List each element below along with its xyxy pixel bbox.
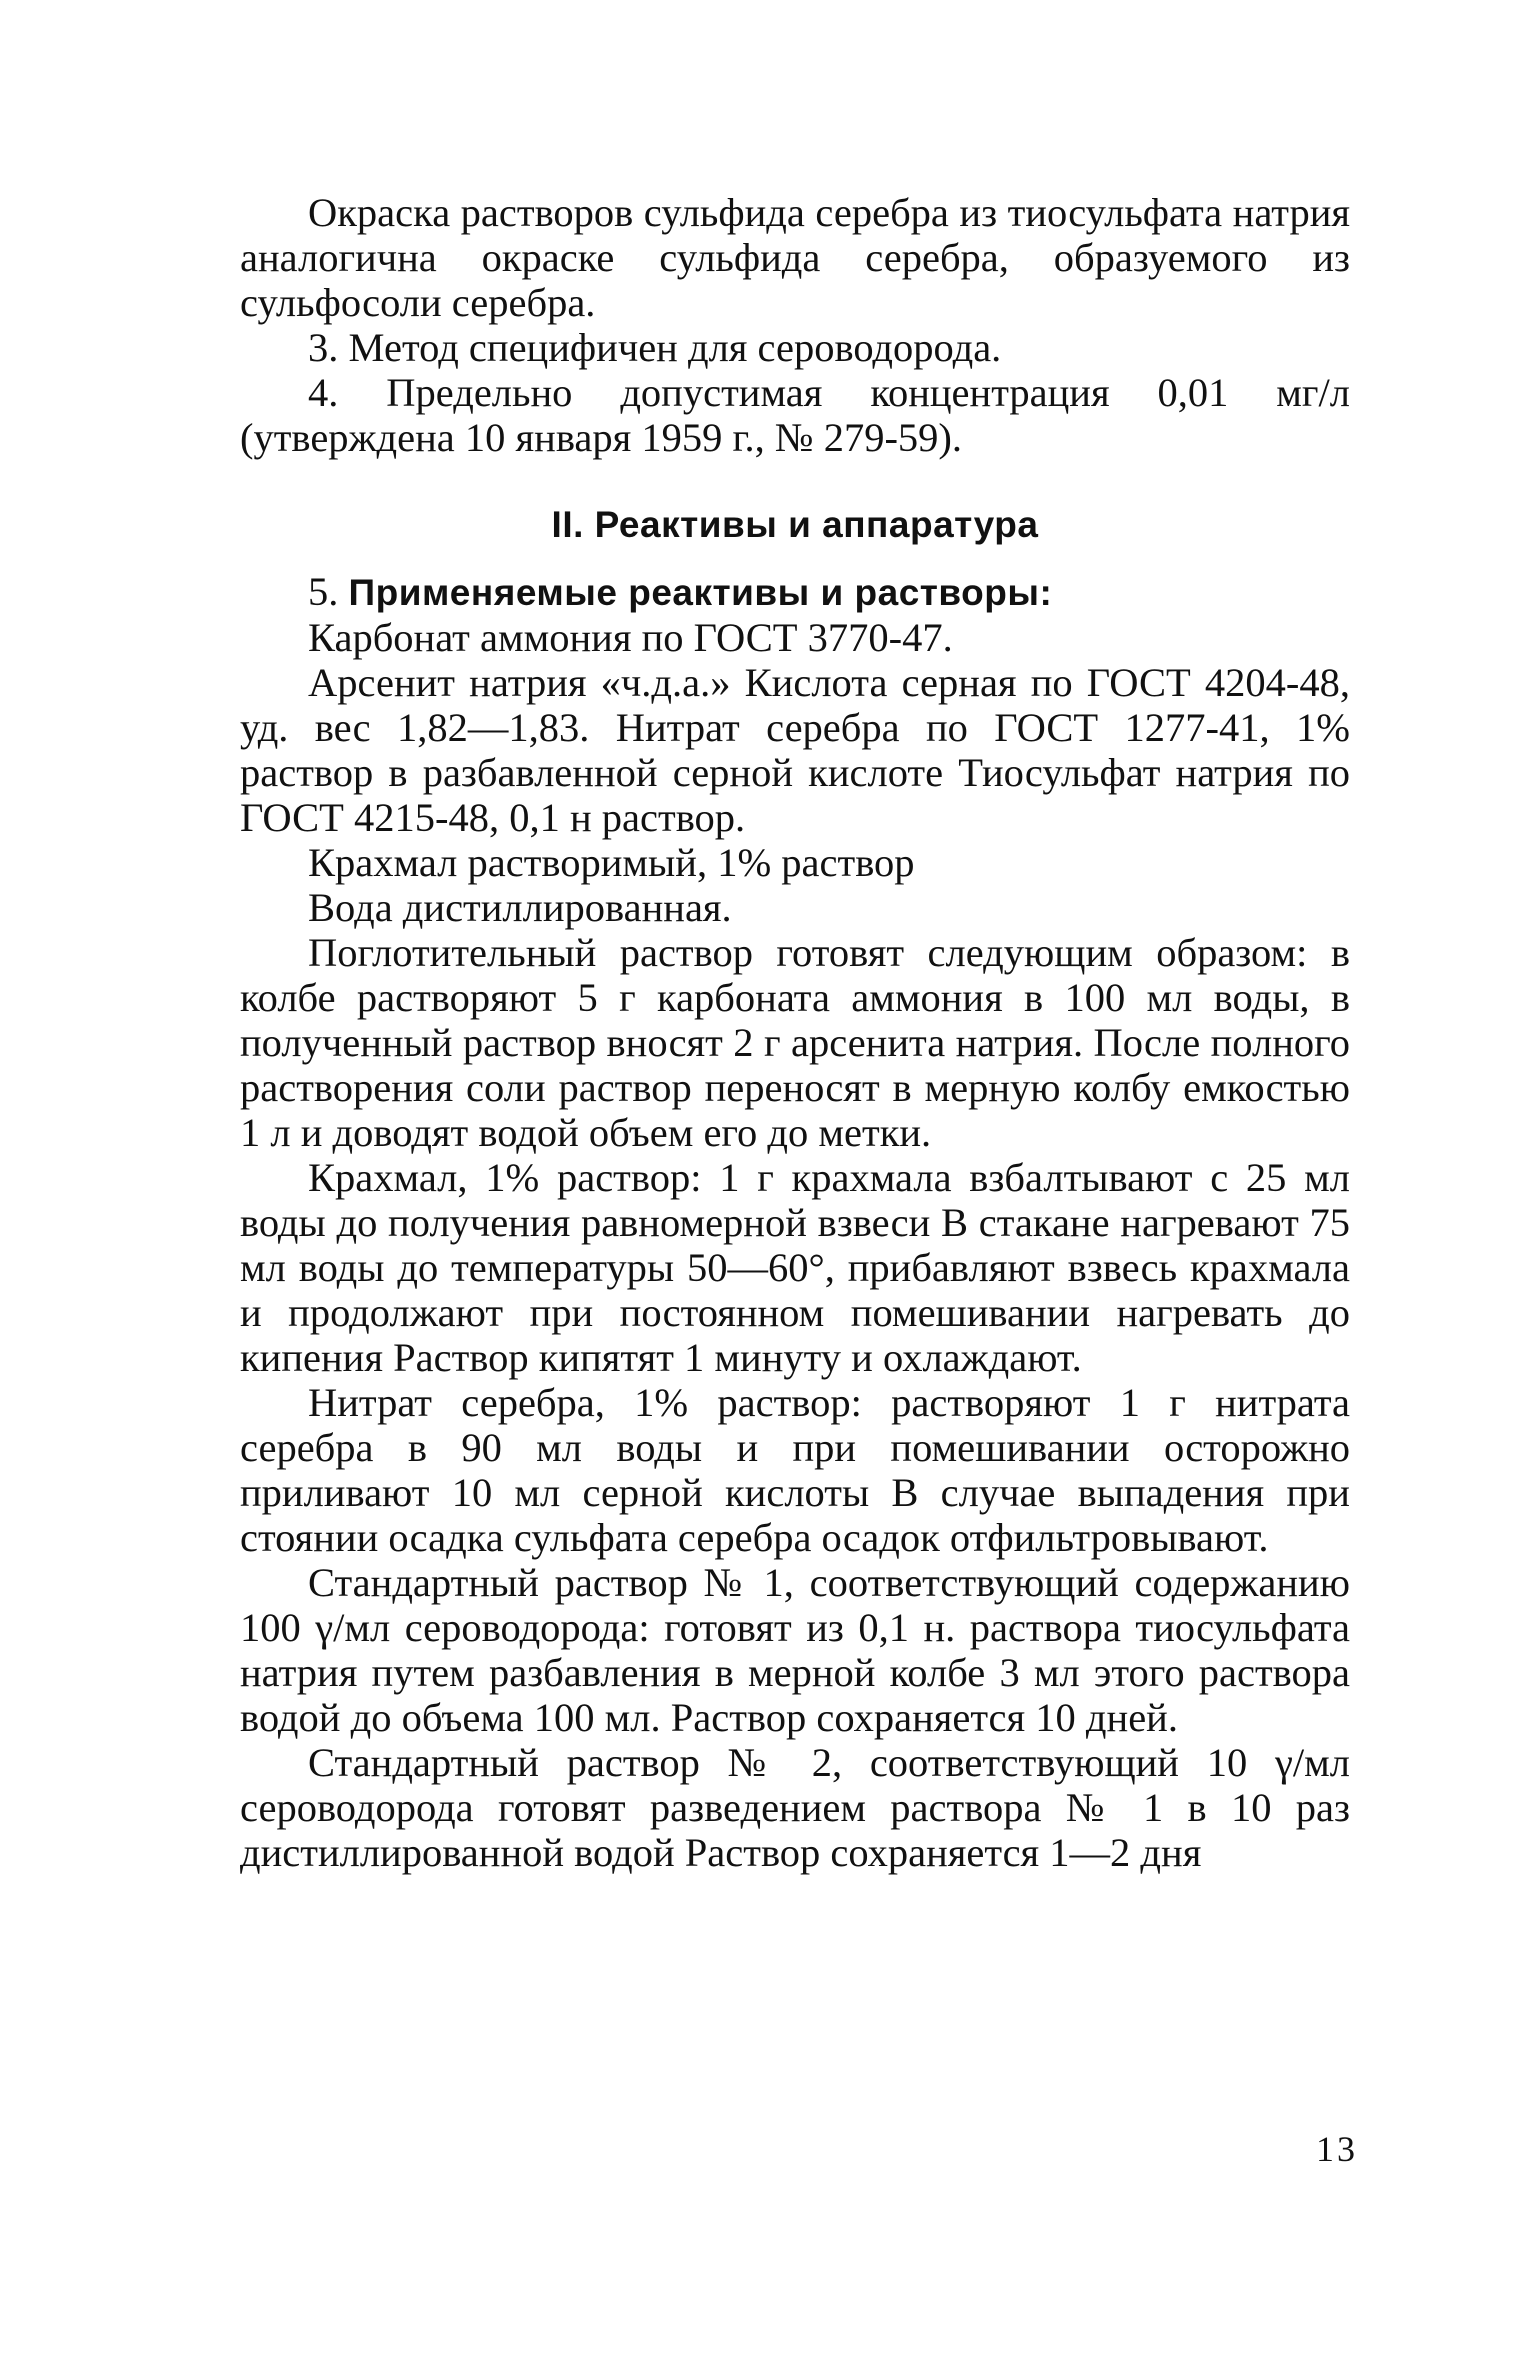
standard-solution-1-paragraph: Стандартный раствор № 1, соответствующий содержанию 100 γ/мл сероводорода: готовят из 0,1 н. раствора тиосульфата натрия путем разбавления в мерной колбе 3 мл этого раствора водой до объема 100 мл. Раствор сохраняется 10 дней. [240,1560,1350,1740]
starch-solution-paragraph: Крахмал, 1% раствор: 1 г крахмала взбалтывают с 25 мл воды до получения равномерной взвеси В стакане нагревают 75 мл воды до температуры 50—60°, прибавляют взвесь крахмала и продолжают при постоянном помешивании нагревать до кипения Раствор кипятят 1 минуту и охлаждают. [240,1155,1350,1380]
section-heading: II. Реактивы и аппаратура [551,504,1039,545]
item5-heading [240,569,1350,615]
reagent-water: Вода дистиллированная. [308,885,732,930]
page-number: 13 [1316,2129,1358,2169]
method-specificity-paragraph: 3. Метод специфичен для сероводорода. [308,325,1002,370]
standard-solution-2-paragraph: Стандартный раствор № 2, соответствующий 10 γ/мл сероводорода готовят разведением раствора № 1 в 10 раз дистиллированной водой Раствор сохраняется 1—2 дня [240,1740,1350,1875]
silver-nitrate-paragraph: Нитрат серебра, 1% раствор: растворяют 1 г нитрата серебра в 90 мл воды и при помешивании осторожно приливают 10 мл серной кислоты В случае выпадения при стоянии осадка сульфата серебра осадок отфильтровывают. [240,1380,1350,1560]
reagent-ammonium-carbonate: Карбонат аммония по ГОСТ 3770-47. [308,615,953,660]
absorbing-solution-paragraph: Поглотительный раствор готовят следующим образом: в колбе растворяют 5 г карбоната аммония в 100 мл воды, в полученный раствор вносят 2 г арсенита натрия. После полного растворения соли раствор переносят в мерную колбу емкостью 1 л и доводят водой объем его до метки. [240,930,1350,1155]
item5-title: Применяемые реактивы и растворы: [348,572,1053,613]
item5-number: 5. [308,569,339,614]
max-concentration-paragraph: 4. Предельно допустимая концентрация 0,01 мг/л (утверждена 10 января 1959 г., № 279-59). [240,370,1350,460]
intro-paragraph: Окраска растворов сульфида серебра из тиосульфата натрия аналогична окраске сульфида серебра, образуемого из сульфосоли серебра. [240,190,1350,325]
document-page [240,190,1350,1875]
reagent-list-paragraph: Арсенит натрия «ч.д.а.» Кислота серная по ГОСТ 4204-48, уд. вес 1,82—1,83. Нитрат серебра по ГОСТ 1277-41, 1% раствор в разбавленной серной кислоте Тиосульфат натрия по ГОСТ 4215-48, 0,1 н раствор. [240,660,1350,840]
reagent-starch: Крахмал растворимый, 1% раствор [308,840,915,885]
